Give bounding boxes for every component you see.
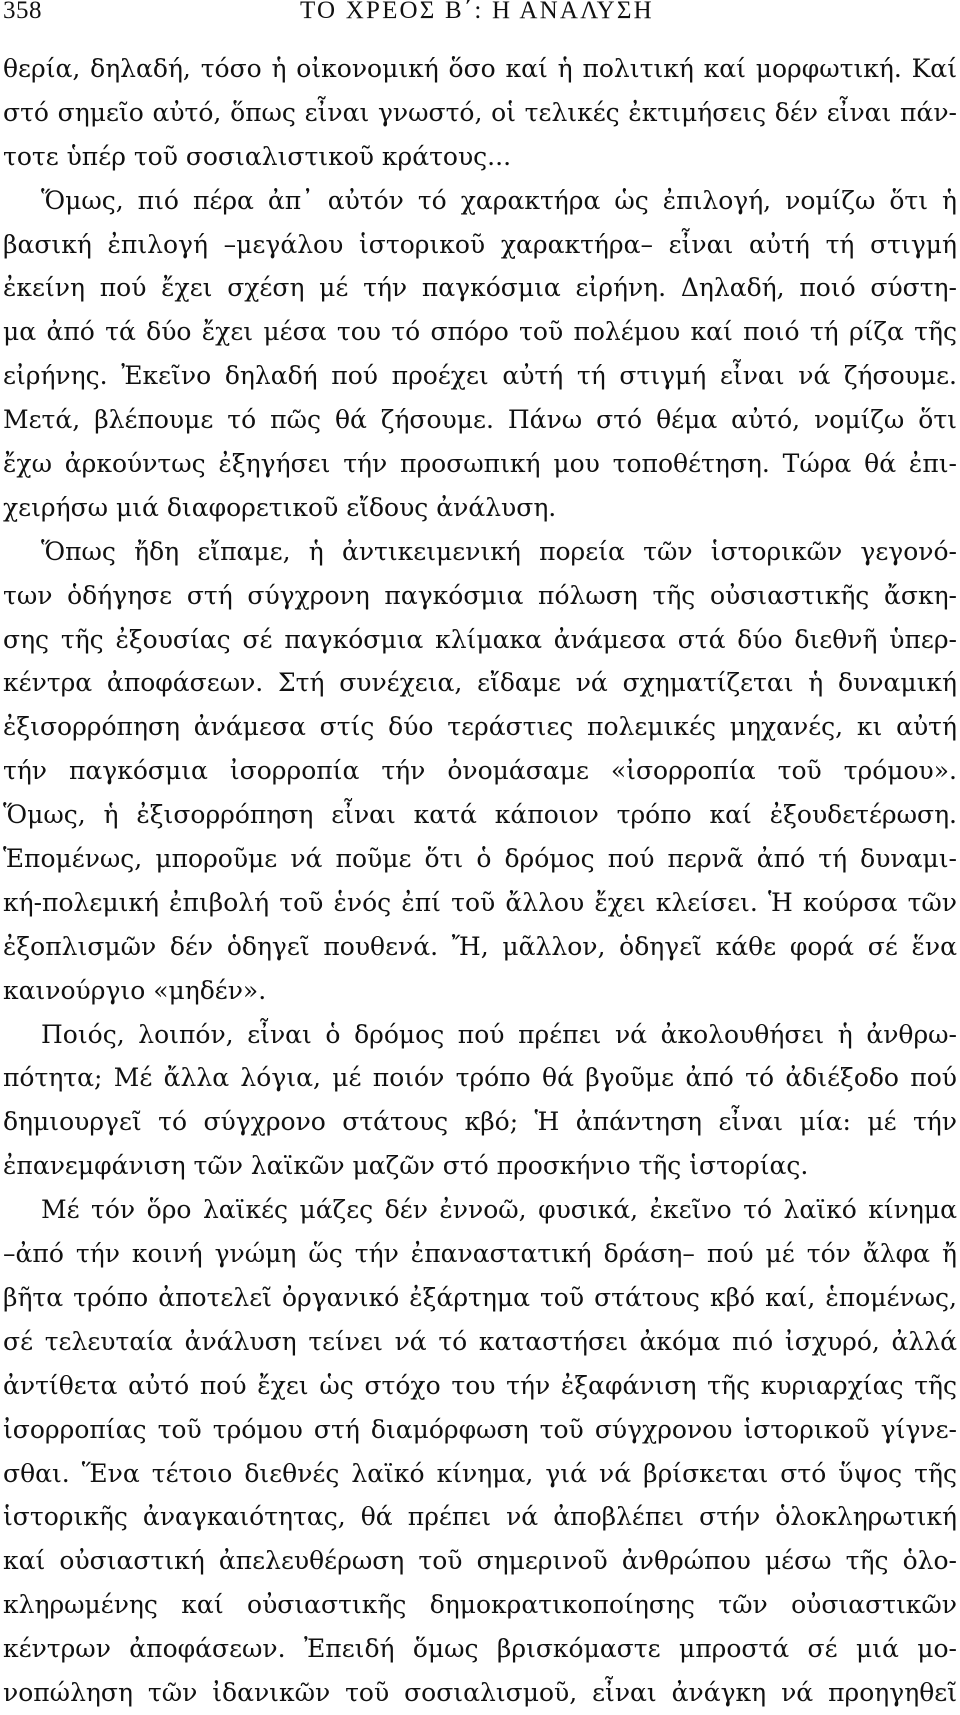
text-line: των ὁδήγησε στή σύγχρονη παγκόσμια πόλωση τῆς οὐσιαστικῆς ἄσκη-	[3, 580, 957, 610]
text-line: ἐξισορρόπηση ἀνάμεσα στίς δύο τεράστιες πολεμικές μηχανές, κι αὐτή	[3, 712, 957, 742]
text-line: ἰσορροπίας τοῦ τρόμου στή διαμόρφωση τοῦ σύγχρονου ἱστορικοῦ γίγνε-	[3, 1414, 957, 1444]
text-line: Ποιός, λοιπόν, εἶναι ὁ δρόμος πού πρέπει νά ἀκολουθήσει ἡ ἀνθρω-	[41, 1019, 957, 1049]
text-line: νοπώληση τῶν ἰδανικῶν τοῦ σοσιαλισμοῦ, εἶναι ἀνάγκη νά προηγηθεῖ	[3, 1677, 957, 1707]
text-line: καί οὐσιαστική ἀπελευθέρωση τοῦ σημερινοῦ ἀνθρώπου μέσω τῆς ὁλο-	[3, 1546, 957, 1576]
text-line: καινούργιο «μηδέν».	[3, 975, 267, 1005]
text-line: –ἀπό τήν κοινή γνώμη ὥς τήν ἐπαναστατική δράση– πού μέ τόν ἄλφα ἤ	[3, 1239, 957, 1269]
text-line: σθαι. Ἕνα τέτοιο διεθνές λαϊκό κίνημα, γιά νά βρίσκεται στό ὕψος τῆς	[3, 1458, 957, 1488]
text-line: Ὅμως, πιό πέρα ἀπ᾽ αὐτόν τό χαρακτήρα ὡς ἐπιλογή, νομίζω ὅτι ἡ	[41, 185, 957, 215]
text-line: σέ τελευταία ἀνάλυση τείνει νά τό καταστήσει ἀκόμα πιό ἰσχυρό, ἀλλά	[3, 1326, 957, 1356]
page-number: 358	[3, 0, 42, 24]
text-line: ἱστορικῆς ἀναγκαιότητας, θά πρέπει νά ἀποβλέπει στήν ὁλοκληρωτική	[3, 1502, 957, 1532]
body-text	[3, 47, 957, 1715]
text-line: κέντρα ἀποφάσεων. Στή συνέχεια, εἴδαμε νά σχηματίζεται ἡ δυναμική	[3, 668, 957, 698]
text-line: σης τῆς ἐξουσίας σέ παγκόσμια κλίμακα ἀνάμεσα στά δύο διεθνῆ ὑπερ-	[3, 624, 957, 654]
text-line: τοτε ὑπέρ τοῦ σοσιαλιστικοῦ κράτους...	[3, 141, 512, 171]
text-line: θερία, δηλαδή, τόσο ἡ οἰκονομική ὅσο καί ἡ πολιτική καί μορφωτική. Καί	[3, 54, 957, 83]
text-line: εἰρήνης. Ἐκεῖνο δηλαδή πού προέχει αὐτή τή στιγμή εἶναι νά ζήσουμε.	[3, 361, 957, 391]
text-line: τήν παγκόσμια ἰσορροπία τήν ὀνομάσαμε «ἰσορροπία τοῦ τρόμου».	[3, 756, 957, 786]
running-head: ΤΟ ΧΡΕΟΣ Β΄: Η ΑΝΑΛΥΣΗ	[300, 0, 654, 24]
text-line: Ὅμως, ἡ ἐξισορρόπηση εἶναι κατά κάποιον τρόπο καί ἐξουδετέρωση.	[3, 800, 957, 830]
text-line: ἀντίθετα αὐτό πού ἔχει ὡς στόχο του τήν ἐξαφάνιση τῆς κυριαρχίας τῆς	[3, 1370, 957, 1400]
text-line: κληρωμένης καί οὐσιαστικῆς δημοκρατικοποίησης τῶν οὐσιαστικῶν	[3, 1590, 957, 1620]
text-line: κέντρων ἀποφάσεων. Ἐπειδή ὅμως βρισκόμαστε μπροστά σέ μιά μο-	[3, 1634, 957, 1664]
text-line: βῆτα τρόπο ἀποτελεῖ ὀργανικό ἐξάρτημα τοῦ στάτους κβό καί, ἑπομένως,	[3, 1282, 957, 1312]
text-line: βασική ἐπιλογή –μεγάλου ἱστορικοῦ χαρακτήρα– εἶναι αὐτή τή στιγμή	[3, 229, 957, 259]
page-header	[0, 0, 960, 30]
text-line: χειρήσω μιά διαφορετικοῦ εἴδους ἀνάλυση.	[3, 492, 557, 522]
text-line: ἐκείνη πού ἔχει σχέση μέ τήν παγκόσμια εἰρήνη. Δηλαδή, ποιό σύστη-	[3, 273, 957, 303]
text-line: πότητα; Μέ ἄλλα λόγια, μέ ποιόν τρόπο θά βγοῦμε ἀπό τό ἀδιέξοδο πού	[3, 1063, 957, 1093]
text-line: ἐπανεμφάνιση τῶν λαϊκῶν μαζῶν στό προσκήνιο τῆς ἱστορίας.	[3, 1151, 809, 1181]
text-line: μα ἀπό τά δύο ἔχει μέσα του τό σπόρο τοῦ πολέμου καί ποιό τή ρίζα τῆς	[3, 317, 957, 347]
text-line: ἔχω ἀρκούντως ἐξηγήσει τήν προσωπική μου τοποθέτηση. Τώρα θά ἐπι-	[3, 449, 957, 479]
text-line: Μετά, βλέπουμε τό πῶς θά ζήσουμε. Πάνω στό θέμα αὐτό, νομίζω ὅτι	[3, 405, 957, 435]
text-line: στό σημεῖο αὐτό, ὅπως εἶναι γνωστό, οἱ τελικές ἐκτιμήσεις δέν εἶναι πάν-	[3, 97, 957, 127]
text-line: κή-πολεμική ἐπιβολή τοῦ ἑνός ἐπί τοῦ ἄλλου ἔχει κλείσει. Ἡ κούρσα τῶν	[3, 887, 957, 917]
text-line: Ἑπομένως, μποροῦμε νά ποῦμε ὅτι ὁ δρόμος πού περνᾶ ἀπό τή δυναμι-	[3, 844, 957, 874]
text-line: δημιουργεῖ τό σύγχρονο στάτους κβό; Ἡ ἀπάντηση εἶναι μία: μέ τήν	[3, 1107, 957, 1137]
text-line: Ὅπως ἤδη εἴπαμε, ἡ ἀντικειμενική πορεία τῶν ἱστορικῶν γεγονό-	[41, 536, 957, 566]
text-line: ἐξοπλισμῶν δέν ὁδηγεῖ πουθενά. Ἤ, μᾶλλον, ὁδηγεῖ κάθε φορά σέ ἕνα	[3, 931, 957, 961]
text-line: Μέ τόν ὅρο λαϊκές μάζες δέν ἐννοῶ, φυσικά, ἐκεῖνο τό λαϊκό κίνημα	[41, 1195, 957, 1225]
